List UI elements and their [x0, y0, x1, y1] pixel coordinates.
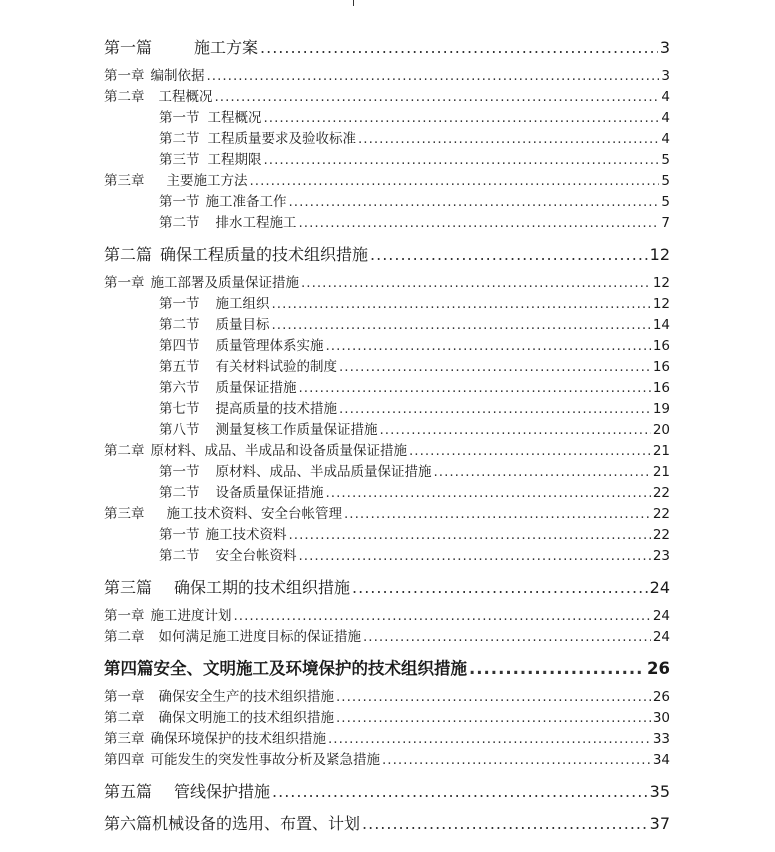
toc-page: 19 — [652, 401, 670, 417]
leader-dots — [215, 87, 660, 108]
toc-num: 第七节 — [159, 401, 200, 417]
toc-page: 26 — [652, 689, 670, 705]
toc-title: 可能发生的突发性事故分析及紧急措施 — [150, 752, 380, 768]
toc-num: 第一节 — [159, 194, 200, 210]
toc-chapter[interactable] — [104, 87, 670, 108]
toc-title: 工程期限 — [207, 152, 262, 168]
toc-num: 第二章 — [104, 710, 145, 726]
toc-part-6[interactable] — [104, 812, 670, 835]
toc-num: 第六节 — [159, 380, 200, 396]
toc-page: 14 — [652, 317, 670, 333]
toc-chapter[interactable] — [104, 687, 670, 708]
toc-title: 编制依据 — [150, 68, 205, 84]
toc-num: 第六篇 — [104, 814, 153, 833]
leader-dots — [289, 525, 651, 546]
toc-section[interactable] — [104, 294, 670, 315]
toc-num: 第一节 — [159, 110, 200, 126]
leader-dots — [260, 36, 658, 59]
leader-dots — [380, 420, 651, 441]
toc-num: 第一节 — [159, 527, 200, 543]
toc-num: 第二章 — [104, 89, 145, 105]
leader-dots — [362, 812, 648, 835]
toc-section[interactable] — [104, 462, 670, 483]
toc-title: 机械设备的选用、布置、计划 — [152, 814, 361, 833]
toc-num: 第八节 — [159, 422, 200, 438]
toc-page: 16 — [652, 338, 670, 354]
toc-page: 7 — [661, 215, 670, 231]
toc-page: 16 — [652, 359, 670, 375]
leader-dots — [469, 657, 645, 680]
toc-part-1[interactable] — [104, 36, 670, 59]
leader-dots — [344, 504, 651, 525]
toc-part-2[interactable] — [104, 243, 670, 266]
toc-num: 第五节 — [159, 359, 200, 375]
toc-num: 第一节 — [159, 464, 200, 480]
toc-title: 施工组织 — [215, 296, 270, 312]
toc-num: 第二节 — [159, 317, 200, 333]
toc-page: 4 — [661, 110, 670, 126]
toc-num: 第三章 — [104, 731, 145, 747]
toc-page: 4 — [661, 89, 670, 105]
toc-part-3[interactable] — [104, 576, 670, 599]
toc-page: 37 — [649, 814, 670, 833]
leader-dots — [363, 627, 651, 648]
toc-page: 30 — [652, 710, 670, 726]
toc-title: 有关材料试验的制度 — [215, 359, 337, 375]
leader-dots — [339, 357, 651, 378]
toc-num: 第二节 — [159, 485, 200, 501]
toc-page: 3 — [659, 38, 670, 57]
toc-title: 施工技术资料 — [205, 527, 287, 543]
toc-num: 第三章 — [104, 506, 145, 522]
leader-dots — [352, 576, 648, 599]
toc-chapter[interactable] — [104, 273, 670, 294]
toc-num: 第二节 — [159, 548, 200, 564]
toc-page: 34 — [652, 752, 670, 768]
toc-page: 12 — [652, 296, 670, 312]
toc-page: 3 — [661, 68, 670, 84]
leader-dots — [272, 315, 651, 336]
toc-page: 20 — [652, 422, 670, 438]
toc-section[interactable] — [104, 378, 670, 399]
toc-section[interactable] — [104, 399, 670, 420]
toc-page: 24 — [652, 608, 670, 624]
toc-num: 第二章 — [104, 629, 145, 645]
toc-num: 第二节 — [159, 215, 200, 231]
toc-section[interactable] — [104, 192, 670, 213]
toc-page: 24 — [652, 629, 670, 645]
toc-page: 23 — [652, 548, 670, 564]
toc-section[interactable] — [104, 546, 670, 567]
toc-title: 工程概况 — [207, 110, 262, 126]
leader-dots — [234, 606, 651, 627]
toc-section[interactable] — [104, 336, 670, 357]
toc-num: 第五篇 — [104, 782, 153, 801]
toc-page: 16 — [652, 380, 670, 396]
toc-title: 主要施工方法 — [166, 173, 248, 189]
leader-dots — [382, 750, 651, 771]
toc-num: 第一章 — [104, 608, 145, 624]
leader-dots — [250, 171, 660, 192]
toc-title: 安全台帐资料 — [215, 548, 297, 564]
leader-dots — [299, 378, 651, 399]
toc-chapter[interactable] — [104, 441, 670, 462]
toc-page: 4 — [661, 131, 670, 147]
toc-title: 质量保证措施 — [215, 380, 297, 396]
toc-title: 提高质量的技术措施 — [215, 401, 337, 417]
toc-title: 工程概况 — [158, 89, 213, 105]
toc-title: 确保文明施工的技术组织措施 — [158, 710, 334, 726]
toc-section[interactable] — [104, 315, 670, 336]
toc-title: 工程质量要求及验收标准 — [207, 131, 356, 147]
toc-title: 质量管理体系实施 — [215, 338, 324, 354]
toc-title: 施工准备工作 — [205, 194, 287, 210]
toc-num: 第四章 — [104, 752, 145, 768]
toc-num: 第二章 — [104, 443, 145, 459]
toc-section[interactable] — [104, 525, 670, 546]
toc-title: 确保工程质量的技术组织措施 — [160, 245, 369, 264]
leader-dots — [326, 336, 651, 357]
toc-title: 施工技术资料、安全台帐管理 — [166, 506, 342, 522]
toc-chapter[interactable] — [104, 750, 670, 771]
toc-title: 测量复核工作质量保证措施 — [215, 422, 378, 438]
toc-page: 5 — [661, 173, 670, 189]
toc-chapter[interactable] — [104, 708, 670, 729]
toc-chapter[interactable] — [104, 729, 670, 750]
toc-title: 安全、文明施工及环境保护的技术组织措施 — [153, 659, 467, 678]
toc-num: 第一章 — [104, 68, 145, 84]
toc-title: 确保安全生产的技术组织措施 — [158, 689, 334, 705]
toc-num: 第四节 — [159, 338, 200, 354]
toc-section[interactable] — [104, 150, 670, 171]
toc-title: 原材料、成品、半成品质量保证措施 — [215, 464, 432, 480]
toc-page: 5 — [661, 194, 670, 210]
toc-page: 22 — [652, 527, 670, 543]
toc-page: 21 — [652, 443, 670, 459]
toc-title: 确保环境保护的技术组织措施 — [150, 731, 326, 747]
table-of-contents — [104, 36, 670, 835]
toc-title: 施工方案 — [194, 38, 259, 57]
toc-title: 设备质量保证措施 — [215, 485, 324, 501]
toc-part-4[interactable] — [104, 657, 670, 680]
leader-dots — [336, 687, 651, 708]
toc-chapter[interactable] — [104, 171, 670, 192]
leader-dots — [207, 66, 660, 87]
leader-dots — [434, 462, 651, 483]
toc-section[interactable] — [104, 357, 670, 378]
toc-section[interactable] — [104, 108, 670, 129]
toc-page: 5 — [661, 152, 670, 168]
leader-dots — [339, 399, 651, 420]
toc-chapter[interactable] — [104, 606, 670, 627]
toc-part-5[interactable] — [104, 780, 670, 803]
toc-num: 第四篇 — [104, 659, 154, 678]
toc-page: 33 — [652, 731, 670, 747]
leader-dots — [299, 213, 660, 234]
toc-title: 排水工程施工 — [215, 215, 297, 231]
leader-dots — [272, 294, 651, 315]
toc-title: 确保工期的技术组织措施 — [174, 578, 351, 597]
leader-dots — [264, 108, 660, 129]
leader-dots — [301, 273, 651, 294]
toc-title: 管线保护措施 — [174, 782, 271, 801]
leader-dots — [264, 150, 660, 171]
toc-num: 第一章 — [104, 689, 145, 705]
toc-chapter[interactable] — [104, 66, 670, 87]
toc-page: 35 — [649, 782, 670, 801]
toc-num: 第二节 — [159, 131, 200, 147]
toc-title: 如何满足施工进度目标的保证措施 — [158, 629, 361, 645]
toc-page: 24 — [649, 578, 670, 597]
toc-page: 22 — [652, 506, 670, 522]
toc-section[interactable] — [104, 213, 670, 234]
leader-dots — [370, 243, 648, 266]
toc-section[interactable] — [104, 420, 670, 441]
leader-dots — [272, 780, 648, 803]
toc-title: 施工进度计划 — [150, 608, 232, 624]
leader-dots — [336, 708, 651, 729]
toc-num: 第一篇 — [104, 38, 153, 57]
toc-chapter[interactable] — [104, 504, 670, 525]
toc-section[interactable] — [104, 129, 670, 150]
toc-num: 第三章 — [104, 173, 145, 189]
toc-title: 原材料、成品、半成品和设备质量保证措施 — [150, 443, 407, 459]
leader-dots — [328, 729, 651, 750]
toc-title: 施工部署及质量保证措施 — [150, 275, 299, 291]
toc-num: 第一章 — [104, 275, 145, 291]
toc-num: 第三节 — [159, 152, 200, 168]
toc-page: 21 — [652, 464, 670, 480]
toc-page: 12 — [652, 275, 670, 291]
leader-dots — [358, 129, 659, 150]
toc-num: 第一节 — [159, 296, 200, 312]
toc-page: 22 — [652, 485, 670, 501]
leader-dots — [289, 192, 660, 213]
toc-page: 26 — [647, 659, 670, 678]
toc-section[interactable] — [104, 483, 670, 504]
page-top-mark — [353, 0, 354, 6]
toc-page: 12 — [649, 245, 670, 264]
toc-title: 质量目标 — [215, 317, 270, 333]
leader-dots — [409, 441, 651, 462]
leader-dots — [326, 483, 651, 504]
toc-num: 第三篇 — [104, 578, 153, 597]
leader-dots — [299, 546, 651, 567]
toc-chapter[interactable] — [104, 627, 670, 648]
toc-num: 第二篇 — [104, 245, 153, 264]
